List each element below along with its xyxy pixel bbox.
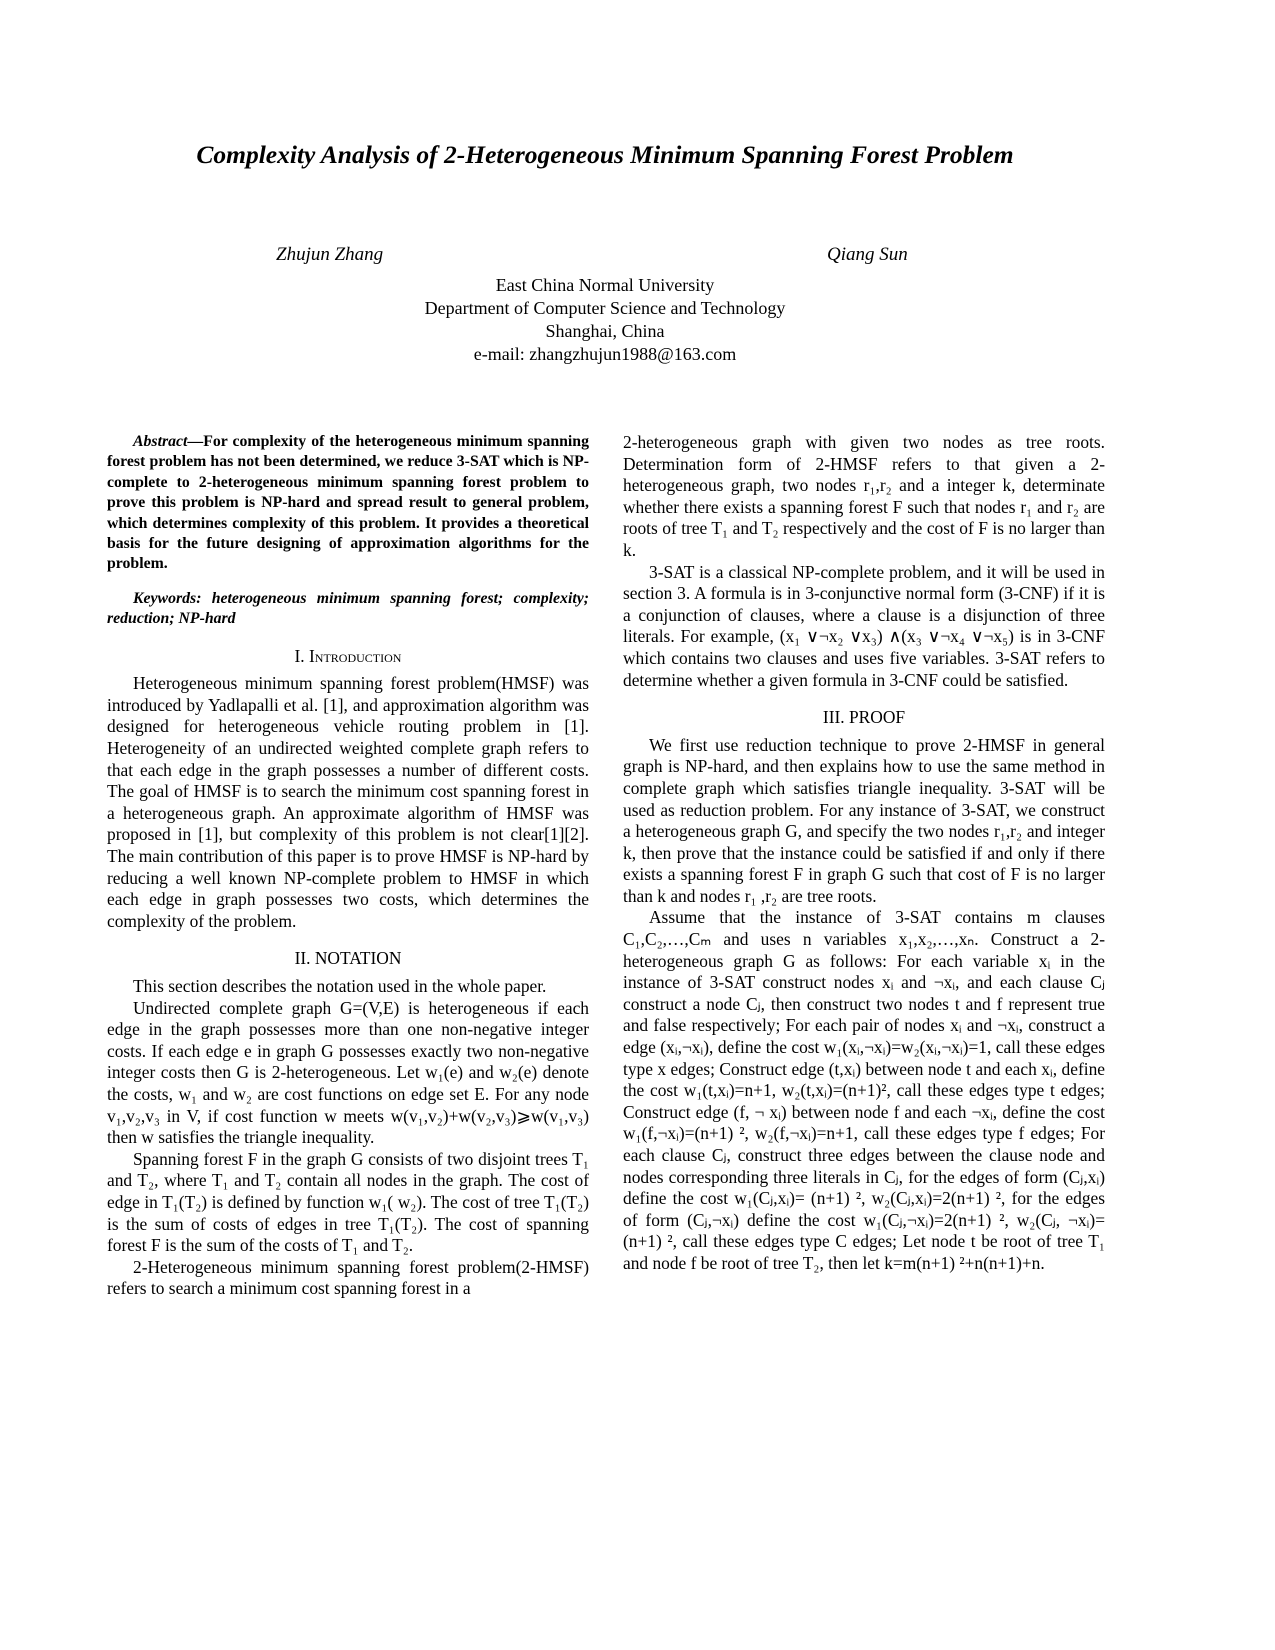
affiliation-location: Shanghai, China (545, 321, 665, 341)
paragraph: Heterogeneous minimum spanning forest problem(HMSF) was introduced by Yadlapalli et al. [1], and approximation algorithm was designed for heterogeneous vehicle routing problem in [1]. Heterogeneity of an undirected weighted complete graph refers to that each edge in the graph possesses a number of different costs. The goal of HMSF is to search the minimum cost spanning forest in a heterogeneous graph. An approximate algorithm of HMSF was proposed in [1], but complexity of this problem is not clear[1][2]. The main contribution of this paper is to prove HMSF is NP-hard by reducing a well known NP-complete problem to HMSF in which each edge in graph possesses two costs, which determines the complexity of the problem. (107, 673, 589, 931)
affiliation-university: East China Normal University (495, 275, 715, 295)
paragraph: Assume that the instance of 3-SAT contains m clauses C₁,C₂,…,Cₘ and uses n variables x₁,x₂,…,xₙ. Construct a 2-heterogeneous graph G as follows: For each variable xᵢ in the instance of 3-SAT construct nodes xᵢ and ¬xᵢ, and each clause Cⱼ construct a node Cⱼ, then construct two nodes t and f represent true and false respectively; For each pair of nodes xᵢ and ¬xᵢ, construct a edge (xᵢ,¬xᵢ), define the cost w₁(xᵢ,¬xᵢ)=w₂(xᵢ,¬xᵢ)=1, call these edges type x edges; Construct edge (t,xᵢ) between node t and each xᵢ, define the cost w₁(t,xᵢ)=n+1, w₂(t,xᵢ)=(n+1)², call these edges type t edges; Construct edge (f, ¬ xᵢ) between node f and each ¬xᵢ, define the cost w₁(f,¬xᵢ)=(n+1) ², w₂(f,¬xᵢ)=n+1, call these edges type f edges; For each clause Cⱼ, construct three edges between the clause node and nodes corresponding three literals in Cⱼ, for the edges of form (Cⱼ,xᵢ) define the cost w₁(Cⱼ,xᵢ)= (n+1) ², w₂(Cⱼ,xᵢ)=2(n+1) ², for the edges of form (Cⱼ,¬xᵢ) define the cost w₁(Cⱼ,¬xᵢ)=2(n+1) ², w₂(Cⱼ, ¬xᵢ)=(n+1) ², call these edges type C edges; Let node t be root of tree T₁ and node f be root of tree T₂, then let k=m(n+1) ²+n(n+1)+n. (623, 907, 1105, 1273)
keywords: Keywords: heterogeneous minimum spanning forest; complexity; reduction; NP-hard (107, 589, 589, 628)
paper-title: Complexity Analysis of 2-Heterogeneous Minimum Spanning Forest Problem (196, 140, 1014, 169)
section-heading-notation: II. NOTATION (294, 948, 402, 969)
paragraph: This section describes the notation used in the whole paper. (133, 975, 547, 996)
paragraph: Undirected complete graph G=(V,E) is heterogeneous if each edge in the graph possesses more than one non-negative integer costs. If each edge e in graph G possesses exactly two non-negative integer costs then G is 2-heterogeneous. Let w₁(e) and w₂(e) denote the costs, w₁ and w₂ are cost functions on edge set E. For any node v₁,v₂,v₃ in V, if cost function w meets w(v₁,v₂)+w(v₂,v₃)⩾w(v₁,v₃) then w satisfies the triangle inequality. (107, 997, 589, 1148)
paragraph: 3-SAT is a classical NP-complete problem, and it will be used in section 3. A formula is in 3-conjunctive normal form (3-CNF) if it is a conjunction of clauses, where a clause is a disjunction of three literals. For example, (x₁ ∨¬x₂ ∨x₃) ∧(x₃ ∨¬x₄ ∨¬x₅) is in 3-CNF which contains two clauses and uses five variables. 3-SAT refers to determine whether a given formula in 3-CNF could be satisfied. (623, 561, 1105, 690)
section-heading-proof: III. PROOF (822, 707, 906, 728)
paragraph: We first use reduction technique to prove 2-HMSF in general graph is NP-hard, and then explains how to use the same method in complete graph which satisfies triangle inequality. 3-SAT will be used as reduction problem. For any instance of 3-SAT, we construct a heterogeneous graph G, and specify the two nodes r₁,r₂ and integer k, then prove that the instance could be satisfied if and only if there exists a spanning forest F in graph G such that cost of F is no larger than k and nodes r₁ ,r₂ are tree roots. (623, 734, 1105, 906)
paragraph: Spanning forest F in the graph G consists of two disjoint trees T₁ and T₂, where T₁ and T₂ contain all nodes in the graph. The cost of edge in T₁(T₂) is defined by function w₁( w₂). The cost of tree T₁(T₂) is the sum of costs of edges in tree T₁(T₂). The cost of spanning forest F is the sum of the costs of T₁ and T₂. (107, 1148, 589, 1256)
affiliation-email: e-mail: zhangzhujun1988@163.com (473, 344, 737, 364)
abstract-label: Abstract (133, 433, 188, 450)
right-column (623, 432, 1105, 1275)
section-heading-introduction: I. Introduction (294, 645, 402, 666)
affiliation-department: Department of Computer Science and Technology (424, 298, 786, 318)
author-1: Zhujun Zhang (276, 244, 384, 265)
paragraph: 2-Heterogeneous minimum spanning forest problem(2-HMSF) refers to search a minimum cost spanning forest in a (107, 1256, 589, 1299)
abstract-text: —For complexity of the heterogeneous minimum spanning forest problem has not been determined, we reduce 3-SAT which is NP-complete to 2-heterogeneous minimum spanning forest problem to prove this problem is NP-hard and spread result to general problem, which determines complexity of this problem. It provides a theoretical basis for the future designing of approximation algorithms for the problem. (107, 433, 589, 573)
left-column (107, 432, 589, 1300)
abstract (107, 432, 589, 575)
author-2: Qiang Sun (827, 244, 908, 265)
paragraph: 2-heterogeneous graph with given two nodes as tree roots. Determination form of 2-HMSF refers to that given a 2-heterogeneous graph, two nodes r₁,r₂ and a integer k, determinate whether there exists a spanning forest F such that nodes r₁ and r₂ are roots of tree T₁ and T₂ respectively and the cost of F is no larger than k. (623, 432, 1105, 560)
affiliation (0, 274, 1210, 366)
